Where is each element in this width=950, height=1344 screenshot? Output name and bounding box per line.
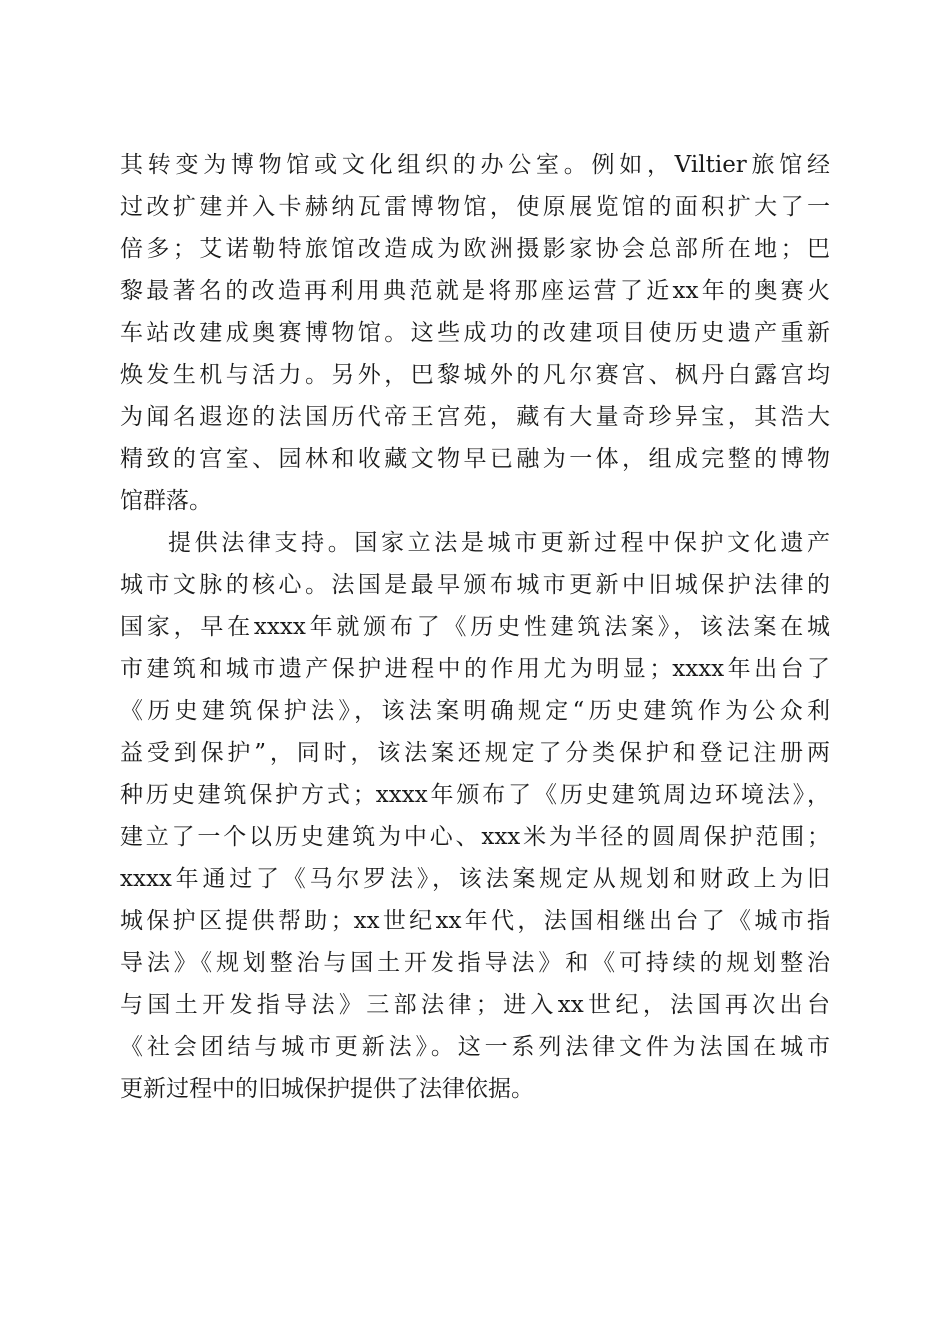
body-text (120, 144, 830, 1110)
text-line: 其转变为博物馆或文化组织的办公室。例如，Viltier旅馆经 (120, 152, 830, 178)
text-line: 过改扩建并入卡赫纳瓦雷博物馆，使原展览馆的面积扩大了一 (120, 194, 830, 220)
text-line: 《社会团结与城市更新法》。这一系列法律文件为法国在城市 (120, 1034, 830, 1060)
text-line: 市建筑和城市遗产保护进程中的作用尤为明显；xxxx年出台了 (120, 656, 830, 682)
text-line: 焕发生机与活力。另外，巴黎城外的凡尔赛宫、枫丹白露宫均 (120, 362, 830, 388)
text-line: 车站改建成奥赛博物馆。这些成功的改建项目使历史遗产重新 (120, 320, 830, 346)
text-line: 馆群落。 (120, 488, 212, 514)
text-line: 导法》《规划整治与国土开发指导法》和《可持续的规划整治 (120, 950, 830, 976)
text-line: 城保护区提供帮助；xx世纪xx年代，法国相继出台了《城市指 (120, 908, 830, 934)
text-line: 益受到保护”，同时，该法案还规定了分类保护和登记注册两 (120, 740, 830, 766)
text-line: 精致的宫室、园林和收藏文物早已融为一体，组成完整的博物 (120, 446, 830, 472)
text-line: xxxx年通过了《马尔罗法》，该法案规定从规划和财政上为旧 (120, 866, 830, 892)
text-line: 城市文脉的核心。法国是最早颁布城市更新中旧城保护法律的 (120, 572, 830, 598)
text-line: 国家，早在xxxx年就颁布了《历史性建筑法案》，该法案在城 (120, 614, 830, 640)
text-line: 《历史建筑保护法》，该法案明确规定“历史建筑作为公众利 (120, 698, 830, 724)
text-line: 更新过程中的旧城保护提供了法律依据。 (120, 1076, 534, 1102)
text-line: 倍多；艾诺勒特旅馆改造成为欧洲摄影家协会总部所在地；巴 (120, 236, 830, 262)
paragraph-2 (120, 522, 830, 1110)
text-line: 黎最著名的改造再利用典范就是将那座运营了近xx年的奥赛火 (120, 278, 830, 304)
paragraph-1 (120, 144, 830, 522)
text-line: 与国土开发指导法》三部法律；进入xx世纪，法国再次出台 (120, 992, 830, 1018)
text-line: 种历史建筑保护方式；xxxx年颁布了《历史建筑周边环境法》， (120, 782, 830, 808)
text-line: 提供法律支持。国家立法是城市更新过程中保护文化遗产 (168, 530, 830, 556)
text-line: 建立了一个以历史建筑为中心、xxx米为半径的圆周保护范围； (120, 824, 830, 850)
text-line: 为闻名遐迩的法国历代帝王宫苑，藏有大量奇珍异宝，其浩大 (120, 404, 830, 430)
